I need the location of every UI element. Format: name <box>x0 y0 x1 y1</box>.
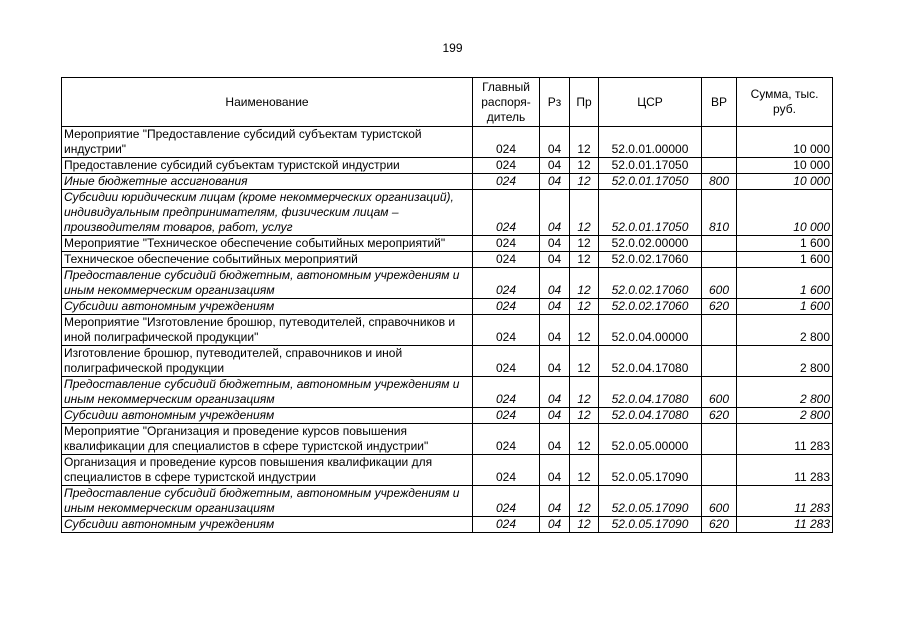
cell-rz: 04 <box>540 299 570 315</box>
cell-pr: 12 <box>570 424 599 455</box>
cell-vr <box>702 455 737 486</box>
cell-pr: 12 <box>570 190 599 236</box>
table-row <box>62 158 833 174</box>
cell-vr <box>702 158 737 174</box>
cell-grbs: 024 <box>473 346 540 377</box>
header-vr: ВР <box>702 78 737 127</box>
cell-grbs: 024 <box>473 252 540 268</box>
table-row <box>62 517 833 533</box>
cell-rz: 04 <box>540 424 570 455</box>
cell-name: Предоставление субсидий бюджетным, автономным учреждениям и иным некоммерческим организациям <box>62 268 473 299</box>
table-row <box>62 236 833 252</box>
table-row <box>62 299 833 315</box>
table-row <box>62 127 833 158</box>
cell-rz: 04 <box>540 517 570 533</box>
cell-pr: 12 <box>570 174 599 190</box>
cell-csr: 52.0.04.17080 <box>599 346 702 377</box>
cell-rz: 04 <box>540 252 570 268</box>
cell-vr: 600 <box>702 486 737 517</box>
header-grbs: Главный распоря-дитель <box>473 78 540 127</box>
cell-sum: 2 800 <box>737 377 833 408</box>
cell-pr: 12 <box>570 408 599 424</box>
table-row <box>62 268 833 299</box>
cell-csr: 52.0.05.17090 <box>599 455 702 486</box>
cell-grbs: 024 <box>473 486 540 517</box>
header-rz: Рз <box>540 78 570 127</box>
cell-grbs: 024 <box>473 377 540 408</box>
cell-pr: 12 <box>570 346 599 377</box>
cell-sum: 10 000 <box>737 174 833 190</box>
cell-name: Организация и проведение курсов повышения квалификации для специалистов в сфере туристской индустрии <box>62 455 473 486</box>
cell-vr <box>702 252 737 268</box>
cell-csr: 52.0.01.00000 <box>599 127 702 158</box>
cell-sum: 2 800 <box>737 315 833 346</box>
cell-sum: 2 800 <box>737 408 833 424</box>
table-row <box>62 486 833 517</box>
cell-vr: 810 <box>702 190 737 236</box>
cell-csr: 52.0.01.17050 <box>599 158 702 174</box>
cell-rz: 04 <box>540 268 570 299</box>
cell-sum: 1 600 <box>737 252 833 268</box>
cell-name: Мероприятие "Предоставление субсидий субъектам туристской индустрии" <box>62 127 473 158</box>
cell-vr <box>702 236 737 252</box>
cell-grbs: 024 <box>473 424 540 455</box>
cell-pr: 12 <box>570 517 599 533</box>
table-row <box>62 252 833 268</box>
cell-name: Предоставление субсидий бюджетным, автономным учреждениям и иным некоммерческим организациям <box>62 486 473 517</box>
cell-grbs: 024 <box>473 408 540 424</box>
cell-grbs: 024 <box>473 127 540 158</box>
table-row <box>62 424 833 455</box>
header-pr: Пр <box>570 78 599 127</box>
cell-rz: 04 <box>540 174 570 190</box>
cell-csr: 52.0.02.17060 <box>599 299 702 315</box>
cell-name: Субсидии автономным учреждениям <box>62 299 473 315</box>
cell-name: Субсидии автономным учреждениям <box>62 408 473 424</box>
cell-name: Субсидии юридическим лицам (кроме некоммерческих организаций), индивидуальным предпринимателям, физическим лицам – производителям товаров, работ, услуг <box>62 190 473 236</box>
table-body <box>62 127 833 533</box>
budget-table <box>61 77 833 533</box>
cell-pr: 12 <box>570 299 599 315</box>
table-row <box>62 408 833 424</box>
cell-csr: 52.0.02.17060 <box>599 268 702 299</box>
cell-grbs: 024 <box>473 236 540 252</box>
cell-sum: 10 000 <box>737 127 833 158</box>
cell-name: Изготовление брошюр, путеводителей, справочников и иной полиграфической продукции <box>62 346 473 377</box>
cell-name: Предоставление субсидий бюджетным, автономным учреждениям и иным некоммерческим организациям <box>62 377 473 408</box>
cell-name: Предоставление субсидий субъектам туристской индустрии <box>62 158 473 174</box>
cell-vr: 620 <box>702 299 737 315</box>
cell-pr: 12 <box>570 127 599 158</box>
table-row <box>62 315 833 346</box>
cell-rz: 04 <box>540 315 570 346</box>
cell-rz: 04 <box>540 346 570 377</box>
cell-sum: 11 283 <box>737 486 833 517</box>
cell-csr: 52.0.02.17060 <box>599 252 702 268</box>
cell-vr <box>702 315 737 346</box>
cell-sum: 11 283 <box>737 424 833 455</box>
header-row <box>62 78 833 127</box>
cell-rz: 04 <box>540 158 570 174</box>
cell-sum: 1 600 <box>737 268 833 299</box>
cell-name: Мероприятие "Техническое обеспечение событийных мероприятий" <box>62 236 473 252</box>
cell-grbs: 024 <box>473 268 540 299</box>
cell-csr: 52.0.02.00000 <box>599 236 702 252</box>
header-csr: ЦСР <box>599 78 702 127</box>
cell-vr: 800 <box>702 174 737 190</box>
cell-vr: 620 <box>702 517 737 533</box>
cell-sum: 1 600 <box>737 299 833 315</box>
cell-pr: 12 <box>570 252 599 268</box>
cell-csr: 52.0.01.17050 <box>599 190 702 236</box>
header-name: Наименование <box>62 78 473 127</box>
table-row <box>62 346 833 377</box>
cell-grbs: 024 <box>473 299 540 315</box>
cell-name: Мероприятие "Изготовление брошюр, путеводителей, справочников и иной полиграфической продукции" <box>62 315 473 346</box>
page-number: 199 <box>442 41 463 55</box>
cell-pr: 12 <box>570 158 599 174</box>
table-row <box>62 377 833 408</box>
cell-sum: 11 283 <box>737 455 833 486</box>
cell-sum: 11 283 <box>737 517 833 533</box>
cell-grbs: 024 <box>473 517 540 533</box>
cell-rz: 04 <box>540 377 570 408</box>
cell-name: Мероприятие "Организация и проведение курсов повышения квалификации для специалистов в сфере туристской индустрии" <box>62 424 473 455</box>
cell-vr <box>702 424 737 455</box>
header-sum: Сумма, тыс. руб. <box>737 78 833 127</box>
cell-sum: 2 800 <box>737 346 833 377</box>
cell-vr: 600 <box>702 268 737 299</box>
cell-vr: 620 <box>702 408 737 424</box>
cell-csr: 52.0.05.17090 <box>599 517 702 533</box>
cell-name: Субсидии автономным учреждениям <box>62 517 473 533</box>
cell-pr: 12 <box>570 455 599 486</box>
cell-vr <box>702 346 737 377</box>
table-row <box>62 455 833 486</box>
cell-vr: 600 <box>702 377 737 408</box>
cell-rz: 04 <box>540 455 570 486</box>
cell-csr: 52.0.04.17080 <box>599 408 702 424</box>
table-row <box>62 174 833 190</box>
cell-grbs: 024 <box>473 315 540 346</box>
cell-grbs: 024 <box>473 158 540 174</box>
cell-grbs: 024 <box>473 190 540 236</box>
cell-csr: 52.0.05.17090 <box>599 486 702 517</box>
cell-rz: 04 <box>540 408 570 424</box>
cell-sum: 10 000 <box>737 190 833 236</box>
cell-vr <box>702 127 737 158</box>
cell-pr: 12 <box>570 486 599 517</box>
cell-rz: 04 <box>540 127 570 158</box>
cell-name: Техническое обеспечение событийных мероприятий <box>62 252 473 268</box>
cell-pr: 12 <box>570 268 599 299</box>
cell-csr: 52.0.05.00000 <box>599 424 702 455</box>
cell-name: Иные бюджетные ассигнования <box>62 174 473 190</box>
cell-rz: 04 <box>540 486 570 517</box>
cell-sum: 1 600 <box>737 236 833 252</box>
cell-rz: 04 <box>540 190 570 236</box>
cell-sum: 10 000 <box>737 158 833 174</box>
table-row <box>62 190 833 236</box>
cell-pr: 12 <box>570 377 599 408</box>
cell-csr: 52.0.04.17080 <box>599 377 702 408</box>
cell-pr: 12 <box>570 236 599 252</box>
cell-pr: 12 <box>570 315 599 346</box>
cell-rz: 04 <box>540 236 570 252</box>
cell-csr: 52.0.01.17050 <box>599 174 702 190</box>
cell-grbs: 024 <box>473 455 540 486</box>
table-header <box>62 78 833 127</box>
cell-csr: 52.0.04.00000 <box>599 315 702 346</box>
cell-grbs: 024 <box>473 174 540 190</box>
